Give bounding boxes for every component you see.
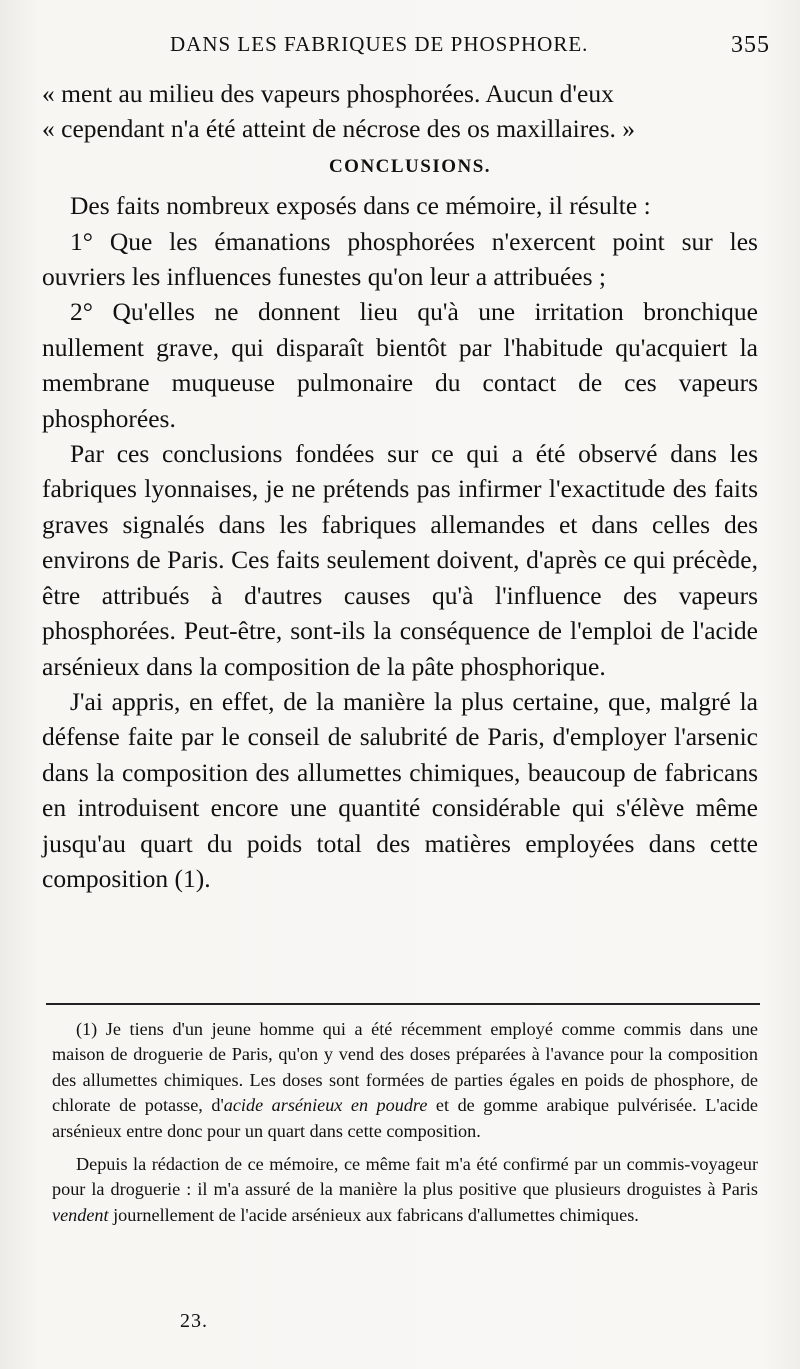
page-number: 355 <box>731 32 770 58</box>
footnote-1-addendum <box>52 1152 758 1228</box>
footnote-addendum-italic: vendent <box>52 1204 109 1225</box>
footnote-1-text: (1) Je tiens d'un jeune homme qui a été récemment employé comme commis dans une maison de droguerie de Paris, qu'on y vend des doses préparées à l'avance pour la composition des allumettes chimiques. Les doses sont formées de parties égales en poids de phosphore, de chlorate de potasse, d' <box>52 1019 758 1116</box>
footnote-1-text-end: et de gomme arabique pulvérisée. L'acide arsénieux entre donc pour un quart dans cette composition. <box>52 1095 758 1141</box>
footnote-divider <box>46 1003 760 1005</box>
footnote-addendum-text-end: journellement de l'acide arsénieux aux fabricans d'allumettes chimiques. <box>108 1204 639 1225</box>
running-header <box>160 32 770 64</box>
footnotes <box>52 1017 758 1228</box>
paragraph-intro: Des faits nombreux exposés dans ce mémoire, il résulte : <box>70 191 651 221</box>
conclusion-2: 2° Qu'elles ne donnent lieu qu'à une irritation bronchique nullement grave, qui disparaît bientôt par l'habitude qu'acquiert la membrane muqueuse pulmonaire du contact de ces vapeurs phosphorées. <box>42 297 758 433</box>
running-title: DANS LES FABRIQUES DE PHOSPHORE. <box>170 32 589 56</box>
section-heading: CONCLUSIONS. <box>328 155 492 177</box>
quote-line-1: « ment au milieu des vapeurs phosphorées. Aucun d'eux <box>42 79 614 108</box>
paragraph-arsenic-evidence: J'ai appris, en effet, de la manière la plus certaine, que, malgré la défense faite par le conseil de salubrité de Paris, d'employer l'arsenic dans la composition des allumettes chimiques, beaucoup de fabricans en introduisent encore une quantité considérable qui s'élève même jusqu'au quart du poids total des matières employées dans cette composition (1). <box>42 686 758 893</box>
footnote-1 <box>52 1017 758 1144</box>
main-text <box>42 76 758 896</box>
paragraph-arsenic-hypothesis: Par ces conclusions fondées sur ce qui a été observé dans les fabriques lyonnaises, je ne prétends pas infirmer l'exactitude des faits graves signalés dans les fabriques allemandes et dans celles des environs de Paris. Ces faits seulement doivent, d'après ce qui précède, être attribués à d'autres causes qu'à l'influence des vapeurs phosphorées. Peut-être, sont-ils la conséquence de l'emploi de l'acide arsénieux dans la composition de la pâte phosphorique. <box>42 439 758 681</box>
footnote-1-italic: acide arsénieux en poudre <box>223 1095 428 1116</box>
quote-line-2: « cependant n'a été atteint de nécrose des os maxillaires. » <box>42 114 635 144</box>
signature-mark: 23. <box>180 1310 208 1332</box>
footnote-addendum-text: Depuis la rédaction de ce mémoire, ce même fait m'a été confirmé par un commis-voyageur pour la droguerie : il m'a assuré de la manière la plus positive que plusieurs droguistes à Paris <box>52 1154 758 1200</box>
conclusion-1: 1° Que les émanations phosphorées n'exercent point sur les ouvriers les influences funestes qu'on leur a attribuées ; <box>42 226 758 292</box>
